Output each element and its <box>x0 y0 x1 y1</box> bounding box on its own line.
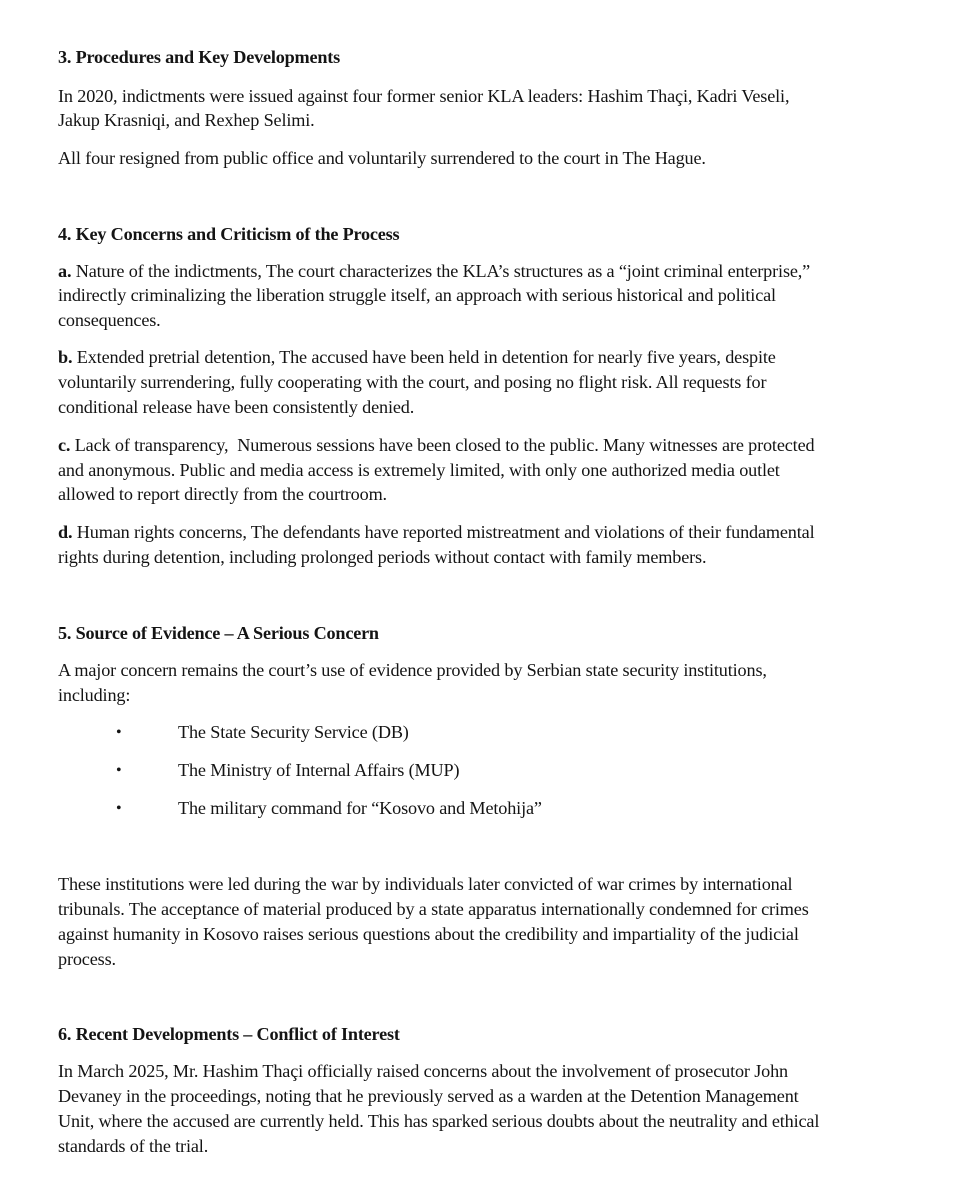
section-5-closing-line-2: tribunals. The acceptance of material produced by a state apparatus internationally condemned for crimes <box>58 899 809 919</box>
concern-item-c-line-3: allowed to report directly from the courtroom. <box>58 484 387 504</box>
evidence-source-item: The military command for “Kosovo and Metohija” <box>178 798 542 818</box>
concern-item-b-line-2: voluntarily surrendering, fully cooperating with the court, and posing no flight risk. All requests for <box>58 372 767 392</box>
section-6-paragraph-line-3: Unit, where the accused are currently held. This has sparked serious doubts about the neutrality and ethical <box>58 1111 820 1131</box>
concern-item-d-line-2: rights during detention, including prolonged periods without contact with family members. <box>58 547 707 567</box>
bullet-icon: • <box>116 800 122 817</box>
concern-item-b-text: Extended pretrial detention, The accused have been held in detention for nearly five years, despite <box>72 347 776 367</box>
concern-item-a-line-2: indirectly criminalizing the liberation struggle itself, an approach with serious historical and political <box>58 285 776 305</box>
section-3-paragraph-2-line-1: All four resigned from public office and voluntarily surrendered to the court in The Hague. <box>58 148 706 168</box>
concern-item-a-text: Nature of the indictments, The court characterizes the KLA’s structures as a “joint criminal enterprise,” <box>71 261 811 281</box>
concern-item-a-marker: a. <box>58 261 72 281</box>
section-5-closing-line-1: These institutions were led during the war by individuals later convicted of war crimes by international <box>58 874 793 894</box>
concern-item-d-text: Human rights concerns, The defendants have reported mistreatment and violations of their fundamental <box>72 522 815 542</box>
section-3-paragraph-1-line-1: In 2020, indictments were issued against four former senior KLA leaders: Hashim Thaçi, Kadri Veseli, <box>58 86 790 106</box>
section-5-heading: 5. Source of Evidence – A Serious Concern <box>58 623 379 643</box>
evidence-source-item: The State Security Service (DB) <box>178 722 409 742</box>
concern-item-d-marker: d. <box>58 522 73 542</box>
concern-item-b-marker: b. <box>58 347 73 367</box>
section-5-closing-line-3: against humanity in Kosovo raises serious questions about the credibility and impartiality of the judicial <box>58 924 799 944</box>
section-4-heading: 4. Key Concerns and Criticism of the Process <box>58 224 400 244</box>
evidence-source-item: The Ministry of Internal Affairs (MUP) <box>178 760 460 780</box>
section-5-intro-line-2: including: <box>58 685 131 705</box>
concern-item-a-line-3: consequences. <box>58 310 161 330</box>
section-6-heading: 6. Recent Developments – Conflict of Interest <box>58 1024 400 1044</box>
section-6-paragraph-line-2: Devaney in the proceedings, noting that he previously served as a warden at the Detention Management <box>58 1086 799 1106</box>
section-6-paragraph-line-1: In March 2025, Mr. Hashim Thaçi officially raised concerns about the involvement of prosecutor John <box>58 1061 788 1081</box>
bullet-icon: • <box>116 762 122 779</box>
concern-item-d-line-1 <box>58 520 814 544</box>
section-5-intro-line-1: A major concern remains the court’s use of evidence provided by Serbian state security institutions, <box>58 660 767 680</box>
concern-item-b-line-3: conditional release have been consistently denied. <box>58 397 415 417</box>
concern-item-a-line-1 <box>58 259 810 283</box>
bullet-icon: • <box>116 724 122 741</box>
concern-item-c-line-2: and anonymous. Public and media access is extremely limited, with only one authorized media outlet <box>58 460 780 480</box>
section-3-heading: 3. Procedures and Key Developments <box>58 47 340 67</box>
section-6-paragraph-line-4: standards of the trial. <box>58 1136 209 1156</box>
concern-item-c-line-1 <box>58 433 814 457</box>
concern-item-c-marker: c. <box>58 435 71 455</box>
section-5-closing-line-4: process. <box>58 949 116 969</box>
section-3-paragraph-1-line-2: Jakup Krasniqi, and Rexhep Selimi. <box>58 110 315 130</box>
concern-item-c-text: Lack of transparency, Numerous sessions have been closed to the public. Many witnesses are protected <box>70 435 815 455</box>
concern-item-b-line-1 <box>58 345 776 369</box>
